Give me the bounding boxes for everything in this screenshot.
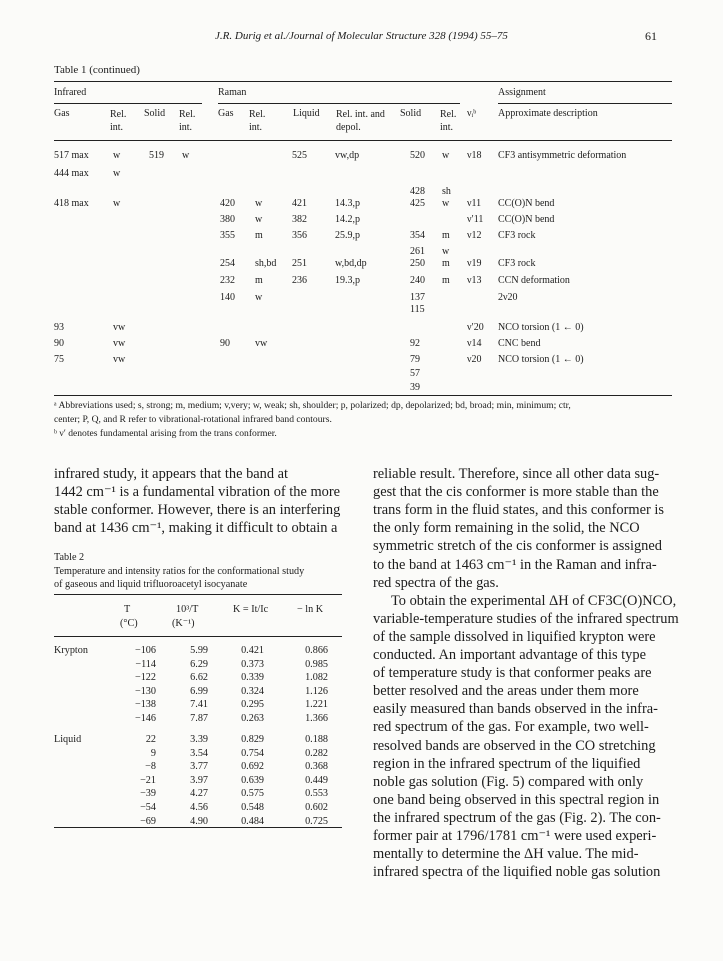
right-text-line: easily measured than bands observed in the infra-	[373, 701, 658, 718]
table1-cell: CC(O)N bend	[498, 214, 555, 225]
right-text-line: red spectrum of the gas. For example, two well-	[373, 719, 649, 736]
table1-cell: 93	[54, 322, 64, 333]
right-text-line: gest that the cis conformer is more stable than the	[373, 484, 659, 501]
table1-cell: ν14	[467, 338, 482, 349]
table2-cell: 3.39	[190, 734, 208, 745]
table1-cell: 418 max	[54, 198, 89, 209]
table1-cell: vw	[255, 338, 268, 349]
page-number: 61	[645, 29, 657, 43]
table1-cell: 525	[292, 150, 307, 161]
right-text-line: To obtain the experimental ΔH of CF3C(O)NCO,	[391, 592, 677, 609]
left-text-line: stable conformer. However, there is an interfering	[54, 502, 341, 518]
right-text-line: region in the infrared spectrum of the liquified	[373, 755, 641, 772]
right-text-line: of the sample dissolved in liquified krypton were	[373, 628, 656, 645]
table2-cell: −21	[140, 774, 156, 786]
table1-cell: 39	[410, 382, 420, 393]
assignment-group-rule	[498, 103, 672, 104]
table2-cell: 22	[145, 734, 156, 745]
table2-cell: 0.421	[241, 645, 264, 656]
table1-cell: w	[442, 150, 450, 161]
table2-cell: 0.263	[241, 713, 264, 724]
table2-cell: 0.449	[305, 774, 328, 786]
table1-cell: 115	[410, 304, 425, 315]
table1-header-rule	[54, 140, 672, 141]
table1-cell: 25.9,p	[335, 230, 360, 241]
table2-group-name: Liquid	[54, 734, 82, 745]
table1-footnote-a: ᵃ Abbreviations used; s, strong; m, medium; v,very; w, weak; sh, shoulder; p, polarized; dp, depolarized; bd, broad; min, minimum; ctr,	[54, 400, 571, 411]
table1-cell: ν13	[467, 275, 482, 286]
table1-cell: ν′11	[467, 214, 484, 225]
table1-cell: 425	[410, 198, 425, 209]
table1-cell: vw	[113, 354, 126, 365]
right-text-line: noble gas solution (Fig. 5) compared with only	[373, 773, 644, 790]
table1-cell: w	[113, 168, 121, 179]
table1-cell: ν19	[467, 258, 482, 269]
table2-cell: 6.62	[190, 672, 208, 684]
table2-col-header: T	[124, 604, 131, 615]
table2-col-unit: (°C)	[120, 618, 138, 629]
table2-cell: 0.602	[305, 802, 328, 813]
table2-cell: 4.56	[190, 802, 208, 813]
table1-col-relintdepol: Rel. int. and depol.	[336, 109, 385, 133]
table2-bottom-rule	[54, 827, 342, 828]
table2-cell: 0.639	[241, 774, 264, 786]
table1-cell: 251	[292, 258, 307, 269]
table2-cell: 0.373	[241, 658, 264, 670]
table2-top-rule	[54, 594, 342, 595]
table1-cell: 57	[410, 368, 420, 379]
table2-cell: 3.77	[190, 761, 208, 773]
table1-cell: 14.2,p	[335, 214, 360, 225]
table2-cell: −8	[145, 761, 156, 773]
table1-cell: w	[255, 292, 263, 303]
table2-cell: −114	[135, 658, 156, 670]
table1-cell: 137	[410, 292, 425, 303]
table2-cell: 1.221	[305, 699, 328, 711]
right-text-line: to the band at 1463 cm⁻¹ in the Raman and infra-	[373, 556, 657, 573]
right-text-line: resolved bands are observed in the CO stretching	[373, 737, 656, 754]
table1-cell: CCN deformation	[498, 275, 570, 286]
table2-cell: 0.754	[241, 747, 264, 759]
table1-cell: 420	[220, 198, 235, 209]
table2-cell: 6.99	[190, 685, 208, 697]
table1-cell: 236	[292, 275, 307, 286]
table1-cell: 90	[54, 338, 64, 349]
table1-cell: m	[442, 275, 450, 286]
table1-col-rrelint: Rel. int.	[249, 109, 266, 133]
table1-cell: 2ν20	[498, 292, 518, 303]
table2-cell: 7.87	[190, 713, 208, 724]
infrared-group-rule	[54, 103, 202, 104]
table1-cell: vw,dp	[335, 150, 360, 161]
table1-cell: vw	[113, 322, 126, 333]
table1-cell: 140	[220, 292, 235, 303]
table1-cell: CF3 rock	[498, 258, 536, 269]
table2-cell: −130	[134, 685, 156, 697]
table1-cell: 444 max	[54, 168, 89, 179]
table1-cell: 355	[220, 230, 235, 241]
table1-cell: w,bd,dp	[335, 258, 367, 269]
table2-col-header: K = It/Ic	[233, 604, 269, 615]
table2-cell: −54	[140, 802, 156, 813]
table2-cell: 6.29	[190, 658, 208, 670]
table2-cell: −146	[134, 713, 156, 724]
table1-group-assignment: Assignment	[498, 87, 546, 98]
table1-cell: 75	[54, 354, 64, 365]
right-text-line: of temperature study is that conformer peaks are	[373, 665, 652, 682]
table1-bottom-rule	[54, 395, 672, 396]
right-text-line: the infrared spectrum of the gas (Fig. 2). The con-	[373, 809, 661, 826]
table1-cell: m	[442, 230, 450, 241]
table2-cell: 4.90	[190, 815, 208, 827]
table1-col-solid: Solid	[144, 108, 166, 119]
table2-col-unit: (K⁻¹)	[172, 618, 195, 629]
table1-cell: 520	[410, 150, 425, 161]
left-text-line: 1442 cm⁻¹ is a fundamental vibration of the more	[54, 484, 341, 500]
table2-cell: 0.368	[305, 761, 328, 773]
table1-cell: 354	[410, 230, 425, 241]
table1-cell: m	[255, 230, 263, 241]
table1-cell: ν20	[467, 354, 482, 365]
table2-cell: 0.725	[305, 815, 328, 827]
raman-group-rule	[218, 103, 460, 104]
table2-cell: 0.188	[305, 734, 328, 745]
table2-cell: 1.126	[305, 685, 328, 697]
table1-cell: CF3 rock	[498, 230, 536, 241]
table1-col-gas: Gas	[54, 108, 70, 119]
table2-cell: −122	[134, 672, 156, 684]
right-text-line: the only form remaining in the solid, the NCO	[373, 520, 640, 537]
table2-cell: 0.295	[241, 699, 264, 711]
table2-cell: 0.548	[241, 802, 264, 813]
table1-cell: NCO torsion (1 ← 0)	[498, 354, 584, 365]
table1-cell: vw	[113, 338, 126, 349]
table1-cell: 428	[410, 186, 425, 197]
right-text-line: trans form in the fluid states, and this conformer is	[373, 502, 664, 519]
table1-col-relint2: Rel. int.	[179, 109, 196, 133]
table2-caption-line-2: of gaseous and liquid trifluoroacetyl isocyanate	[54, 579, 248, 590]
table2-label: Table 2	[54, 552, 85, 563]
table2-group-name: Krypton	[54, 645, 88, 656]
table1-cell: ν11	[467, 198, 482, 209]
table2-col-header: 10³/T	[176, 604, 199, 615]
right-text-line: infrared spectra of the liquified noble gas solution	[373, 864, 661, 881]
table2-cell: 0.866	[305, 645, 328, 656]
left-text-line: band at 1436 cm⁻¹, making it difficult to obtain a	[54, 520, 338, 536]
table1-cell: 421	[292, 198, 307, 209]
table2-cell: 0.324	[241, 685, 264, 697]
table1-cell: 261	[410, 246, 425, 257]
table2-cell: 0.339	[241, 672, 264, 684]
table2-cell: −39	[140, 788, 156, 800]
table1-cell: 79	[410, 354, 420, 365]
table1-cell: w	[442, 198, 450, 209]
table2-cell: 0.484	[241, 815, 264, 827]
right-text-line: symmetric stretch of the cis conformer is assigned	[373, 538, 662, 555]
table1-group-infrared: Infrared	[54, 87, 87, 98]
running-head: J.R. Durig et al./Journal of Molecular Structure 328 (1994) 55–75	[215, 30, 508, 42]
table2-cell: 0.575	[241, 788, 264, 800]
table1-cell: 519	[149, 150, 164, 161]
table1-cell: 254	[220, 258, 235, 269]
table1-cell: m	[442, 258, 450, 269]
table1-cell: 14.3,p	[335, 198, 360, 209]
table1-cell: 90	[220, 338, 230, 349]
right-text-line: mentally to determine the ΔH value. The mid-	[373, 846, 639, 863]
table1-cell: w	[255, 214, 263, 225]
table1-cell: m	[255, 275, 263, 286]
table1-col-relint1: Rel. int.	[110, 109, 127, 133]
table1-cell: 380	[220, 214, 235, 225]
table2-cell: 3.97	[190, 774, 208, 786]
table2-cell: −138	[134, 699, 156, 711]
table1-cell: 517 max	[54, 150, 89, 161]
table2-cell: 0.692	[241, 761, 264, 773]
table1-cell: 232	[220, 275, 235, 286]
table2-cell: 3.54	[190, 747, 208, 759]
table2-cell: 7.41	[190, 699, 208, 711]
table1-col-rgas: Gas	[218, 108, 234, 119]
table1-cell: 382	[292, 214, 307, 225]
table1-cell: 92	[410, 338, 420, 349]
table2-cell: 1.082	[305, 672, 328, 684]
table1-top-rule	[54, 81, 672, 82]
right-text-line: conducted. An important advantage of this type	[373, 647, 646, 663]
table1-cell: ν18	[467, 150, 482, 161]
table1-cell: CC(O)N bend	[498, 198, 555, 209]
table1-col-desc: Approximate description	[498, 108, 598, 119]
table1-footnote-a-cont: center; P, Q, and R refer to vibrational-rotational infrared band contours.	[54, 414, 332, 425]
table2-cell: 1.366	[305, 713, 328, 724]
table1-cell: CNC bend	[498, 338, 541, 349]
table2-cell: 0.282	[305, 747, 328, 759]
table1-cell: w	[113, 198, 121, 209]
table1-cell: 250	[410, 258, 425, 269]
table1-caption: Table 1 (continued)	[54, 64, 140, 76]
table2-cell: 0.553	[305, 788, 328, 800]
table1-col-rrelint2: Rel. int.	[440, 109, 457, 133]
table1-group-raman: Raman	[218, 87, 247, 98]
right-text-line: variable-temperature studies of the infrared spectrum	[373, 610, 679, 627]
table1-col-liquid: Liquid	[293, 108, 320, 119]
table2-cell: 0.829	[241, 734, 264, 745]
right-text-line: red spectra of the gas.	[373, 574, 499, 591]
table1-cell: NCO torsion (1 ← 0)	[498, 322, 584, 333]
table2-cell: 9	[150, 747, 156, 759]
table1-cell: ν′20	[467, 322, 484, 333]
table1-cell: sh	[442, 186, 451, 197]
table1-cell: w	[255, 198, 263, 209]
table1-cell: 19.3,p	[335, 275, 360, 286]
table1-cell: w	[442, 246, 450, 257]
left-text-line: infrared study, it appears that the band at	[54, 466, 289, 482]
table2-cell: −69	[140, 815, 156, 827]
table1-cell: w	[113, 150, 121, 161]
table1-col-nu: νᵢᵇ	[467, 108, 477, 119]
table1-cell: w	[182, 150, 190, 161]
table1-cell: ν12	[467, 230, 482, 241]
table1-cell: 240	[410, 275, 425, 286]
table2-cell: 0.985	[305, 658, 328, 670]
table1-cell: sh,bd	[255, 258, 277, 269]
table1-cell: CF3 antisymmetric deformation	[498, 150, 627, 161]
table2-cell: −106	[134, 645, 156, 656]
table2-header-rule	[54, 636, 342, 637]
right-text-line: reliable result. Therefore, since all other data sug-	[373, 466, 660, 482]
table2-col-header: − ln K	[297, 604, 324, 615]
table1-cell: 356	[292, 230, 307, 241]
right-text-line: one band being observed in this spectral region in	[373, 791, 660, 808]
right-text-line: former pair at 1796/1781 cm⁻¹ were used experi-	[373, 828, 657, 844]
table2-cell: 5.99	[190, 645, 208, 656]
right-text-line: better resolved and the areas under them more	[373, 683, 639, 700]
table2-caption-line-1: Temperature and intensity ratios for the conformational study	[54, 566, 305, 577]
table1-footnote-b: ᵇ ν′ denotes fundamental arising from the trans conformer.	[54, 428, 277, 439]
table2-cell: 4.27	[190, 788, 208, 800]
table1-col-rsolid: Solid	[400, 108, 422, 119]
